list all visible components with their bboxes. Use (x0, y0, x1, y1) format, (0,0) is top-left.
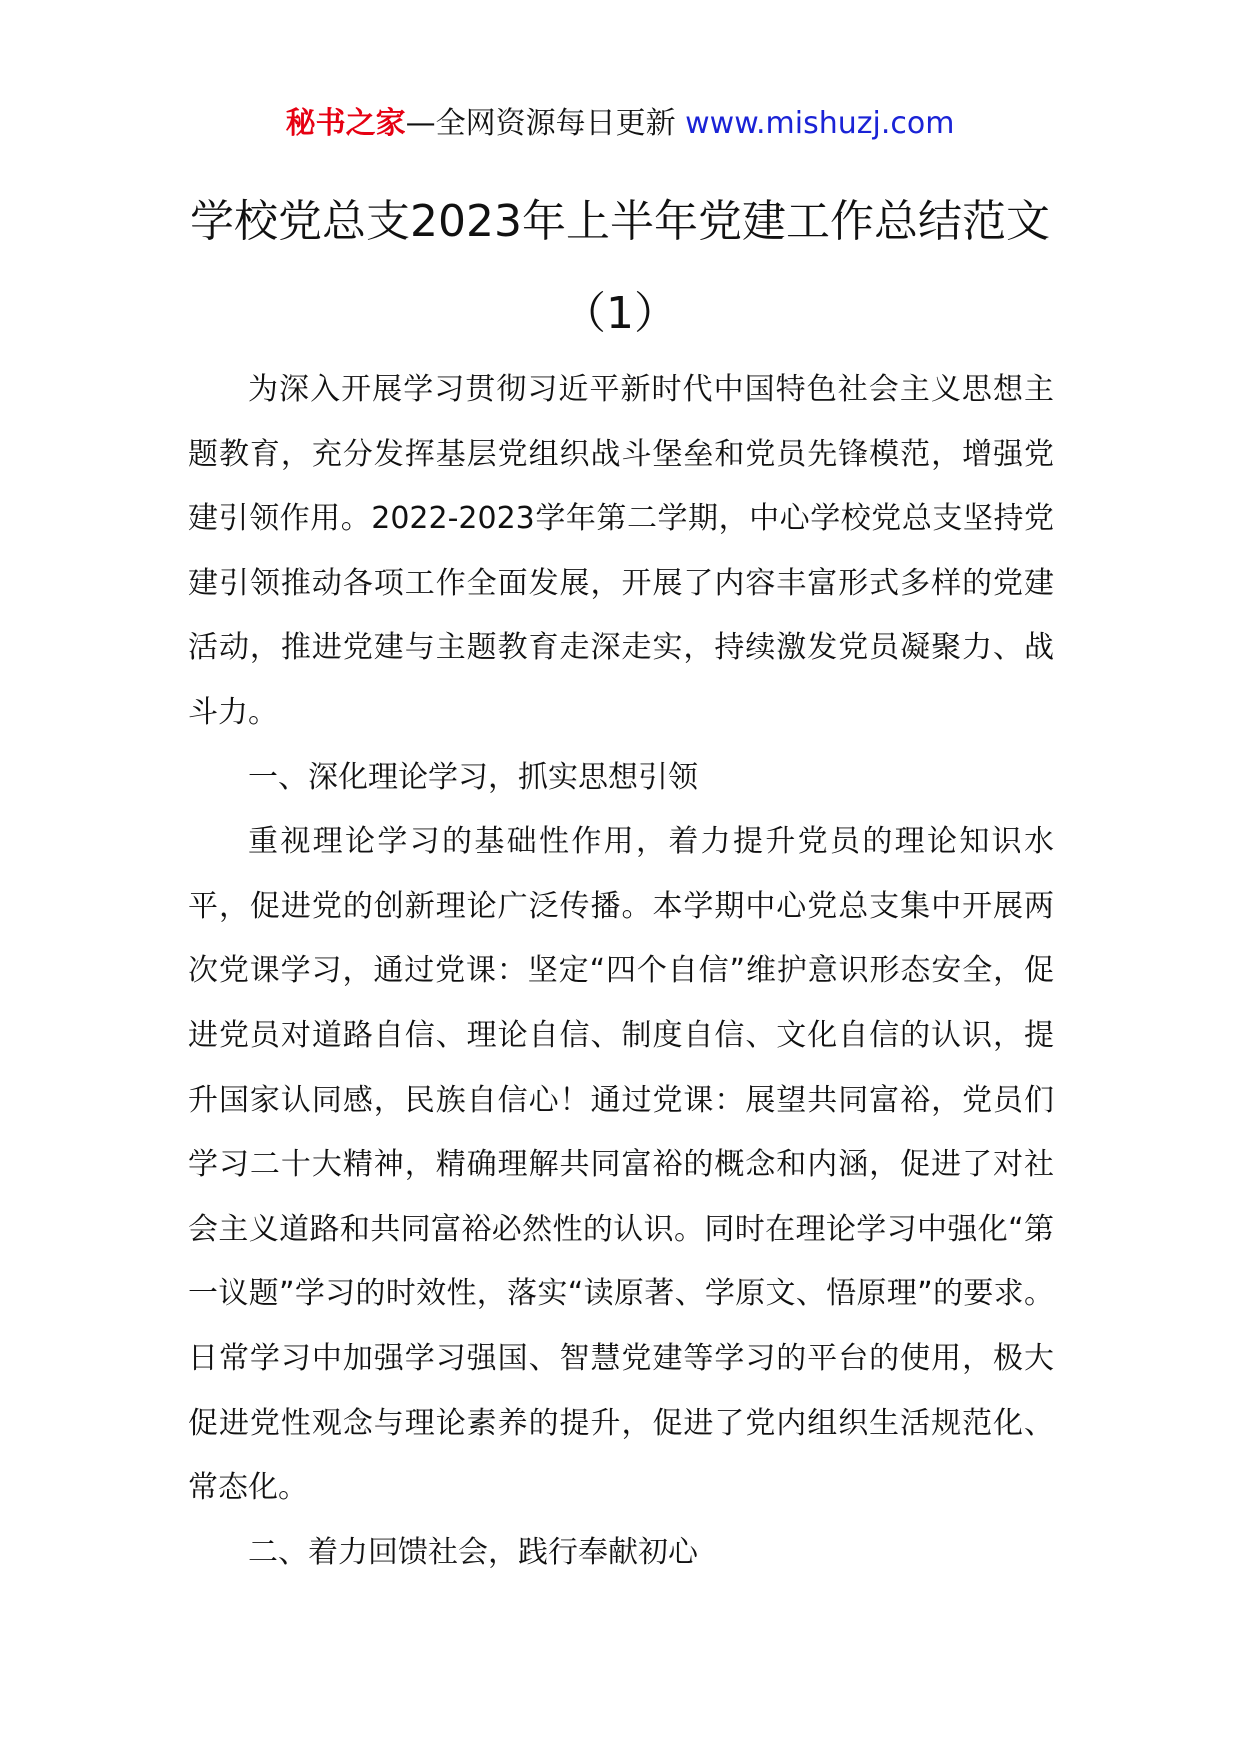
document-title: 学校党总支2023年上半年党建工作总结范文（1） (190, 196, 1050, 339)
header-banner (0, 100, 1240, 148)
section-heading-2: 二、着力回馈社会，践行奉献初心 (248, 1534, 698, 1570)
brand-name: 秘书之家 (285, 106, 406, 141)
section-heading-1: 一、深化理论学习，抓实思想引领 (248, 759, 698, 795)
intro-paragraph: 为深入开展学习贯彻习近平新时代中国特色社会主义思想主题教育，充分发挥基层党组织战斗堡垒和党员先锋模范，增强党建引领作用。2022-2023学年第二学期，中心学校党总支坚持党建引领推动各项工作全面发展，开展了内容丰富形式多样的党建活动，推进党建与主题教育走深走实，持续激发党员凝聚力、战斗力。 (188, 372, 1054, 730)
website-link[interactable]: www.mishuzj.com (685, 106, 955, 141)
document-body (188, 358, 1054, 1585)
section-paragraph-1: 重视理论学习的基础性作用，着力提升党员的理论知识水平，促进党的创新理论广泛传播。本学期中心党总支集中开展两次党课学习，通过党课：坚定“四个自信”维护意识形态安全，促进党员对道路自信、理论自信、制度自信、文化自信的认识，提升国家认同感，民族自信心！通过党课：展望共同富裕，党员们学习二十大精神，精确理解共同富裕的概念和内涵，促进了对社会主义道路和共同富裕必然性的认识。同时在理论学习中强化“第一议题”学习的时效性，落实“读原著、学原文、悟原理”的要求。日常学习中加强学习强国、智慧党建等学习的平台的使用，极大促进党性观念与理论素养的提升，促进了党内组织生活规范化、常态化。 (188, 824, 1054, 1506)
banner-slogan: —全网资源每日更新 (405, 106, 686, 141)
